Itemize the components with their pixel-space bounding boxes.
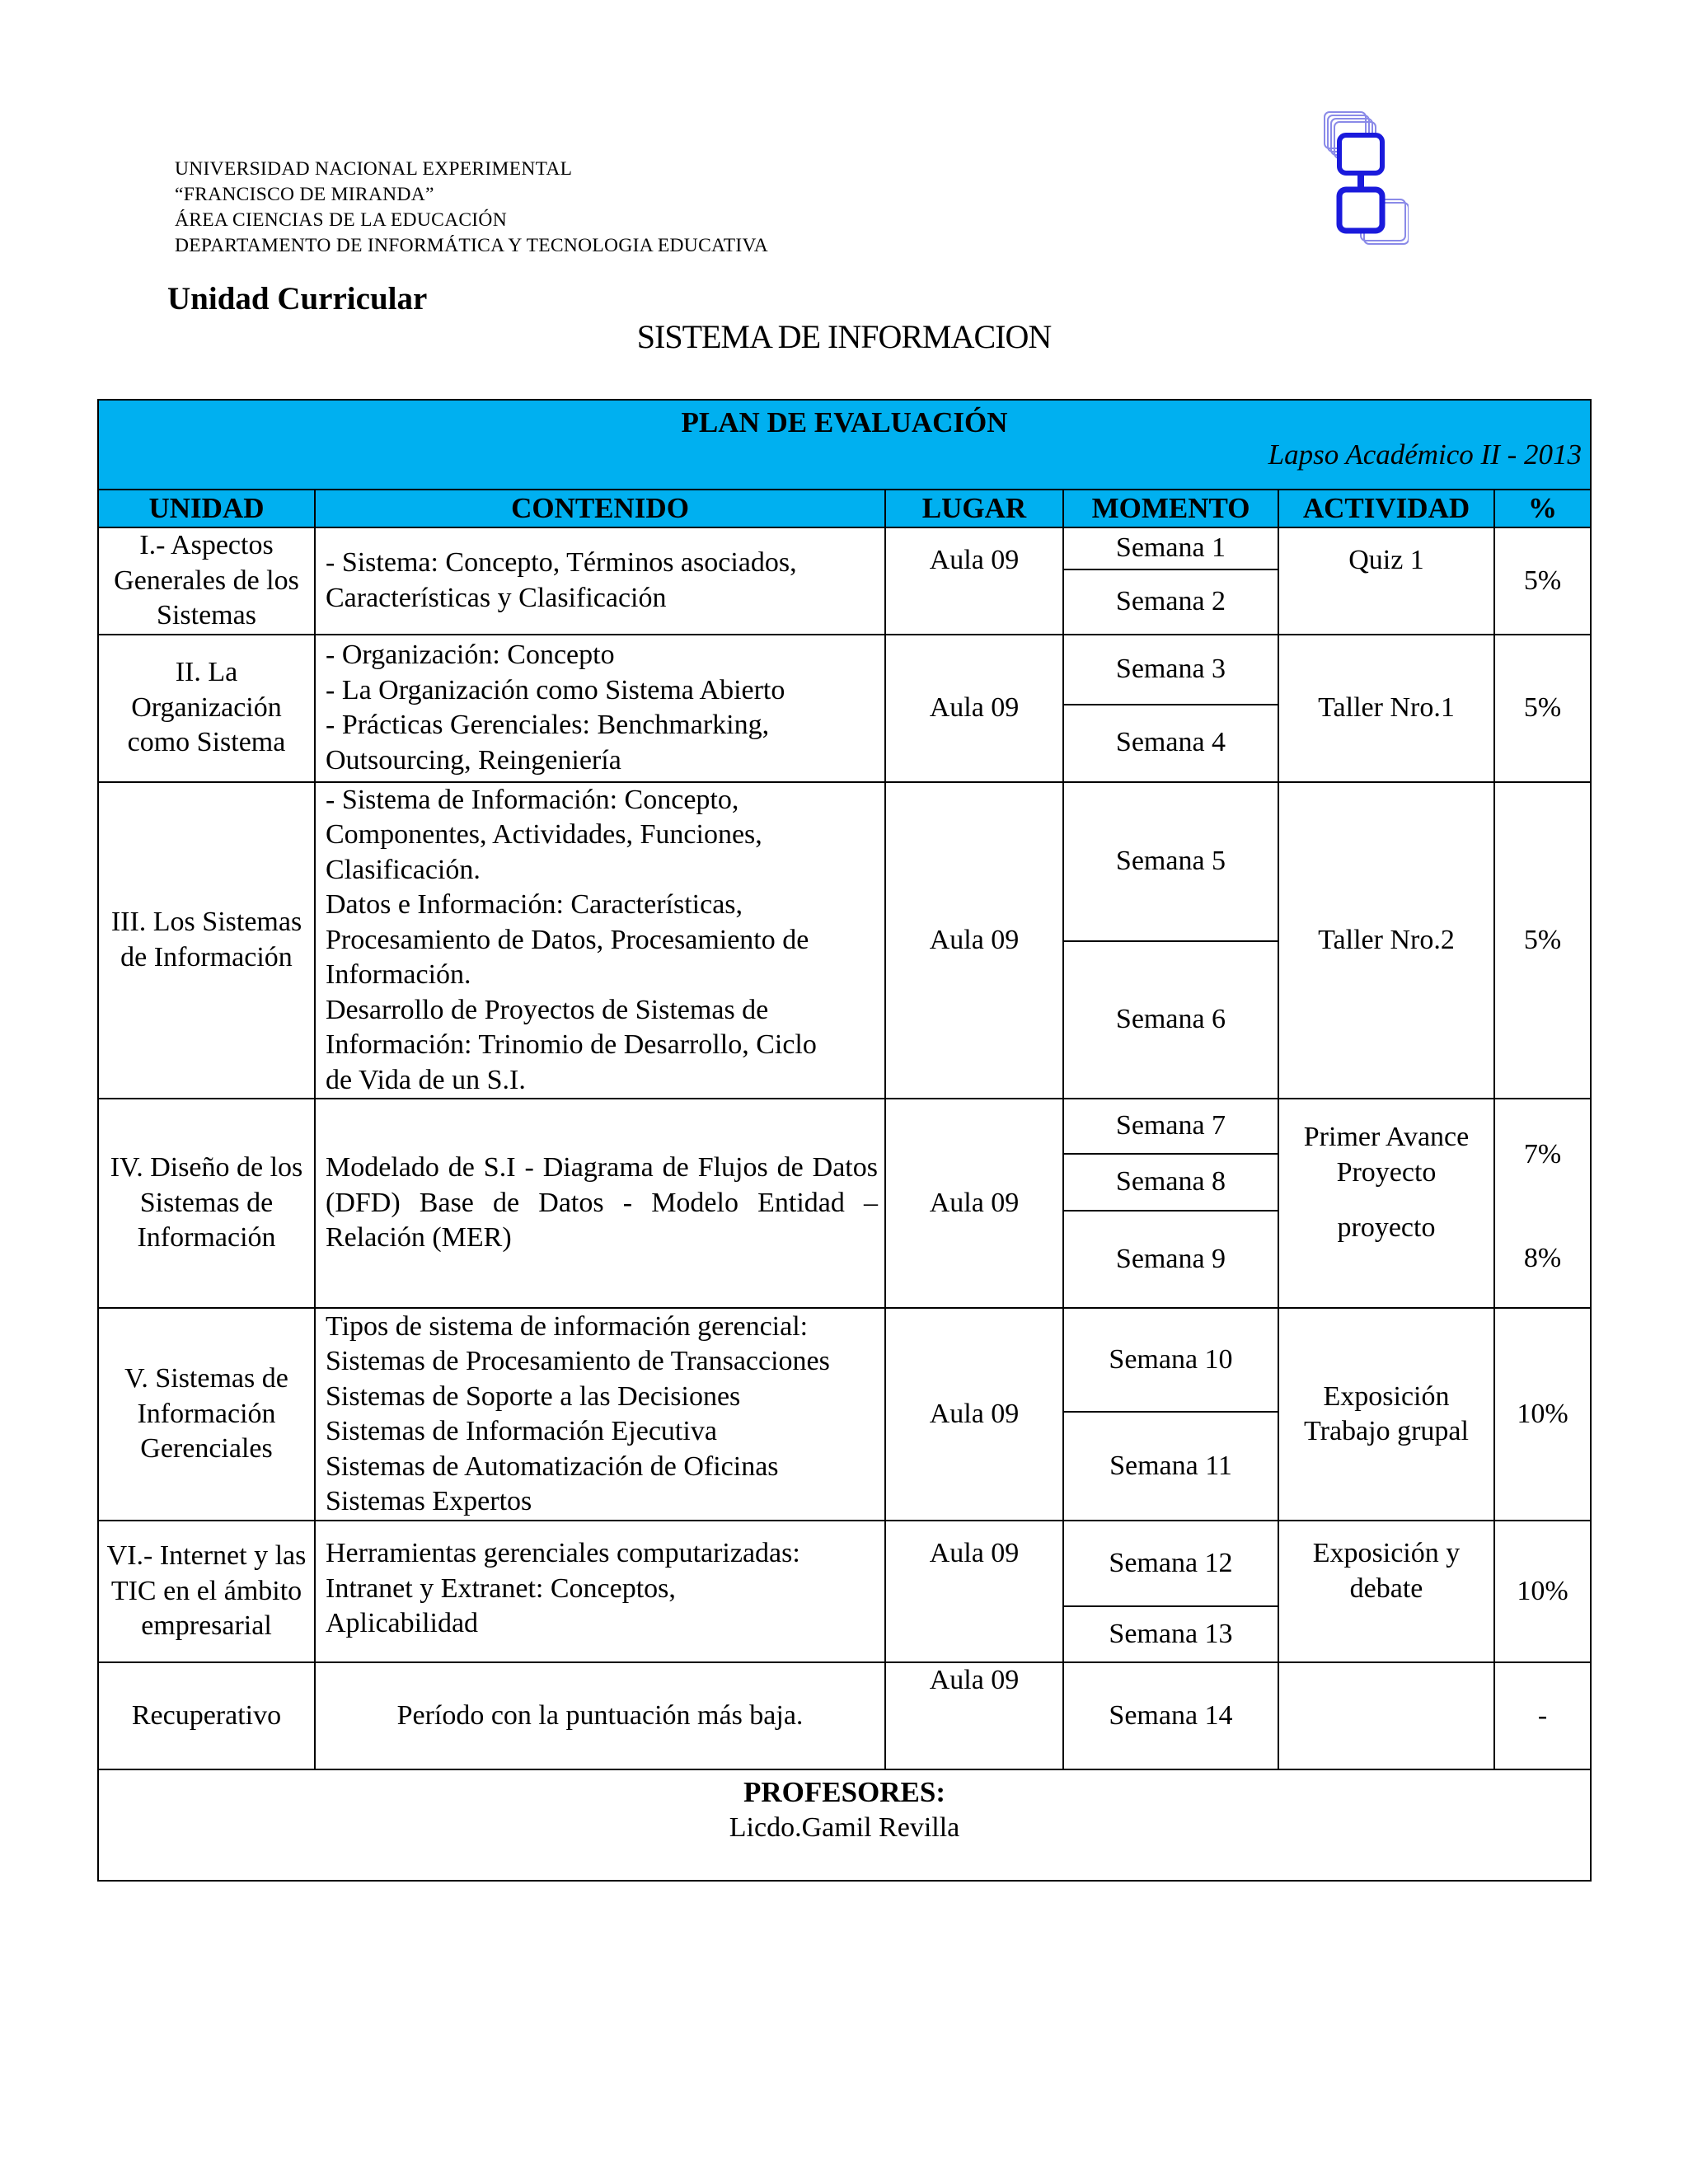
place-cell: Aula 09 [885, 635, 1063, 782]
week-cell: Semana 10 [1063, 1308, 1278, 1412]
week-cell: Semana 14 [1063, 1662, 1278, 1769]
percent-cell: 8% [1494, 1211, 1591, 1308]
column-header-lugar: LUGAR [885, 490, 1063, 527]
content-line: Outsourcing, Reingeniería [326, 744, 621, 776]
content-cell [315, 1521, 885, 1662]
week-cell: Semana 9 [1063, 1211, 1278, 1308]
content-line: Sistemas de Automatización de Oficinas [326, 1451, 779, 1482]
activity-cell: Primer Avance Proyecto [1278, 1099, 1494, 1211]
content-line: - La Organización como Sistema Abierto [326, 674, 785, 705]
activity-cell: Taller Nro.2 [1278, 782, 1494, 1099]
content-line: Sistemas Expertos [326, 1486, 532, 1516]
professors-section [98, 1769, 1591, 1881]
content-cell: Modelado de S.I - Diagrama de Flujos de Datos (DFD) Base de Datos - Modelo Entidad – Relación (MER) [315, 1099, 885, 1308]
content-line: - Sistema: Concepto, Términos asociados, [326, 547, 797, 579]
lapso-label: Lapso Académico II - 2013 [1268, 438, 1582, 471]
percent-cell: 7% [1494, 1099, 1591, 1211]
table-row [98, 1662, 1591, 1769]
institution-line: DEPARTAMENTO DE INFORMÁTICA Y TECNOLOGIA EDUCATIVA [175, 235, 768, 256]
content-cell: Período con la puntuación más baja. [315, 1662, 885, 1769]
content-line: Información. [326, 959, 471, 990]
institution-line: “FRANCISCO DE MIRANDA” [175, 184, 434, 205]
table-row [98, 1308, 1591, 1412]
place-cell: Aula 09 [885, 527, 1063, 635]
activity-cell: Exposición y debate [1278, 1521, 1494, 1662]
table-row [98, 1521, 1591, 1606]
activity-cell: Exposición Trabajo grupal [1278, 1308, 1494, 1521]
content-line: Tipos de sistema de información gerencial: [326, 1310, 809, 1342]
evaluation-plan-table [97, 399, 1592, 1882]
professors-label: PROFESORES: [743, 1776, 946, 1808]
content-cell [315, 635, 885, 782]
content-line: Procesamiento de Datos, Procesamiento de [326, 924, 809, 955]
table-row [98, 527, 1591, 569]
plan-title: PLAN DE EVALUACIÓN [681, 406, 1008, 438]
content-line: Sistemas de Información Ejecutiva [326, 1416, 717, 1446]
content-line: - Organización: Concepto [326, 640, 615, 670]
percent-cell: 5% [1494, 527, 1591, 635]
content-line: - Sistema de Información: Concepto, [326, 784, 739, 815]
content-line: - Prácticas Gerenciales: Benchmarking, [326, 710, 770, 740]
week-cell: Semana 7 [1063, 1099, 1278, 1154]
content-line: Información: Trinomio de Desarrollo, Ciclo [326, 1029, 817, 1060]
unit-cell: II. La Organización como Sistema [98, 635, 315, 782]
place-cell: Aula 09 [885, 1662, 1063, 1769]
week-cell: Semana 6 [1063, 941, 1278, 1099]
content-cell [315, 1308, 885, 1521]
activity-cell: Quiz 1 [1278, 527, 1494, 635]
percent-cell: - [1494, 1662, 1591, 1769]
content-line: Desarrollo de Proyectos de Sistemas de [326, 994, 769, 1025]
content-cell [315, 782, 885, 1099]
unit-cell: IV. Diseño de los Sistemas de Información [98, 1099, 315, 1308]
content-cell [315, 527, 885, 635]
week-cell: Semana 12 [1063, 1521, 1278, 1606]
unit-cell: I.- Aspectos Generales de los Sistemas [98, 527, 315, 635]
course-title: SISTEMA DE INFORMACION [636, 318, 1052, 355]
place-cell: Aula 09 [885, 1521, 1063, 1662]
unit-cell: Recuperativo [98, 1662, 315, 1769]
activity-cell: proyecto [1278, 1211, 1494, 1308]
table-row [98, 782, 1591, 941]
percent-cell: 5% [1494, 635, 1591, 782]
unit-cell: III. Los Sistemas de Información [98, 782, 315, 1099]
column-header-actividad: ACTIVIDAD [1278, 490, 1494, 527]
content-line: Componentes, Actividades, Funciones, [326, 819, 762, 850]
content-line: de Vida de un S.I. [326, 1064, 526, 1095]
week-cell: Semana 11 [1063, 1412, 1278, 1521]
content-line: Aplicabilidad [326, 1608, 479, 1638]
unit-cell: VI.- Internet y las TIC en el ámbito empresarial [98, 1521, 315, 1662]
content-line: Clasificación. [326, 854, 481, 885]
percent-cell: 10% [1494, 1308, 1591, 1521]
institution-line: ÁREA CIENCIAS DE LA EDUCACIÓN [175, 209, 507, 231]
week-cell: Semana 13 [1063, 1606, 1278, 1662]
column-header-porcentaje: % [1494, 490, 1591, 527]
content-line: Sistemas de Soporte a las Decisiones [326, 1380, 741, 1412]
table-row [98, 635, 1591, 705]
professor-name: Licdo.Gamil Revilla [729, 1811, 960, 1843]
week-cell: Semana 3 [1063, 635, 1278, 705]
week-cell: Semana 2 [1063, 569, 1278, 634]
table-row [98, 1099, 1591, 1154]
activity-cell [1278, 1662, 1494, 1769]
percent-cell: 10% [1494, 1521, 1591, 1662]
unit-label: Unidad Curricular [167, 281, 428, 316]
week-cell: Semana 5 [1063, 782, 1278, 941]
content-line: Características y Clasificación [326, 582, 667, 613]
column-header-unidad: UNIDAD [98, 490, 315, 527]
place-cell: Aula 09 [885, 782, 1063, 1099]
unit-cell: V. Sistemas de Información Gerenciales [98, 1308, 315, 1521]
plan-banner [98, 400, 1591, 490]
content-line: Intranet y Extranet: Conceptos, [326, 1572, 676, 1604]
content-line: Sistemas de Procesamiento de Transacciones [326, 1346, 830, 1376]
institution-line: UNIVERSIDAD NACIONAL EXPERIMENTAL [175, 158, 573, 180]
content-line: Herramientas gerenciales computarizadas: [326, 1538, 800, 1568]
institution-header [175, 157, 768, 259]
week-cell: Semana 8 [1063, 1154, 1278, 1211]
week-cell: Semana 1 [1063, 527, 1278, 569]
place-cell: Aula 09 [885, 1099, 1063, 1308]
percent-cell: 5% [1494, 782, 1591, 1099]
place-cell: Aula 09 [885, 1308, 1063, 1521]
week-cell: Semana 4 [1063, 705, 1278, 782]
linked-squares-logo-icon [1323, 110, 1409, 247]
column-header-momento: MOMENTO [1063, 490, 1278, 527]
content-line: Datos e Información: Características, [326, 889, 743, 920]
column-header-contenido: CONTENIDO [315, 490, 885, 527]
activity-cell: Taller Nro.1 [1278, 635, 1494, 782]
